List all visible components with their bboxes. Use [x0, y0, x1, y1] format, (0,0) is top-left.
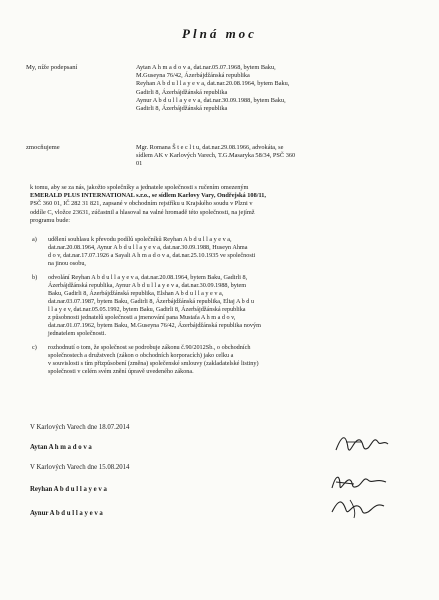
intro-line: PSČ 360 01, IČ 282 31 821, zapsané v obchodním rejstříku u Krajského soudu v Plzni v — [30, 200, 253, 208]
item-line: rozhodnutí o tom, že společnost se podrobuje zákonu č.90/2012Sb., o obchodních — [48, 344, 251, 351]
principals-block — [136, 64, 416, 113]
intro-line: EMERALD PLUS INTERNATIONAL s.r.o., se sídlem Karlovy Vary, Ondřejská 108/11, — [30, 192, 266, 200]
intro-line: programu bude: — [30, 216, 71, 224]
signer-3-name: Aynur A b d u l l a y e v a — [30, 510, 103, 517]
attorney-label: zmocňujeme — [26, 144, 60, 151]
item-marker: b) — [32, 274, 38, 281]
principal-line: Reyhan A b d u l l a y e v a, dat.nar.20.08.1964, bytem Baku, — [136, 80, 290, 88]
item-line: Ázerbájdžánská republika, Aynur A b d u l l a y e v a, dat.nar.30.09.1988, bytem — [48, 282, 247, 289]
item-line: dat.nar.01.07.1962, bytem Baku, M.Guseyna 76/42, Ázerbájdžánská republika novým — [48, 322, 261, 329]
principal-line: M.Guseyna 76/42, Ázerbájdžánská republika — [136, 72, 250, 80]
item-line: Baku, Gadirli 8, Ázerbájdžánská republika, Elshan A b d u l l a y e v a, — [48, 290, 224, 297]
principal-line: Aytan A h m a d o v a, dat.nar.05.07.1968, bytem Baku, — [136, 64, 276, 71]
signer-2-name: Reyhan A b d u l l a y e v a — [30, 486, 107, 493]
item-line: z působnosti jednatelů společnosti a jmenování pana Mustafa A h m a d o v, — [48, 314, 236, 321]
principals-label: My, níže podepsaní — [26, 64, 78, 71]
item-marker: a) — [32, 236, 37, 243]
item-line: udělení souhlasu k převodu podílů společníků Reyhan A b d u l l a y e v a, — [48, 236, 232, 243]
signature-2 — [328, 472, 390, 494]
intro-paragraph — [30, 184, 420, 225]
item-line: d o v, dat.nar.17.07.1926 a Sayali A h m a d o v a, dat.nar.25.10.1935 ve společnosti — [48, 252, 256, 259]
attorney-block — [136, 144, 416, 169]
item-line: odvolání Reyhan A b d u l l a y e v a, dat.nar.20.08.1964, bytem Baku, Gadirli 8, — [48, 274, 248, 281]
item-marker: c) — [32, 344, 37, 351]
item-line: společnostech a družstvech (zákon o obchodních korporacích) jako celku a — [48, 352, 234, 359]
item-line: společnosti v celém svém znění úpravě uvedeného zákona. — [48, 368, 194, 375]
signature-1 — [332, 430, 392, 458]
agenda-item-b — [32, 274, 420, 338]
principal-line: Gadirli 8, Ázerbájdžánská republika — [136, 105, 228, 113]
agenda-item-c — [32, 344, 420, 376]
item-line: jednatelem společnosti. — [48, 330, 107, 337]
item-line: dat.nar.20.08.1964, Aynur A b d u l l a y e v a, dat.nar.30.09.1988, Huseyn Ahma — [48, 244, 248, 251]
signature-3 — [328, 494, 390, 520]
item-line: v souvislosti s tím přizpůsobení (změna) společenské smlouvy (zakladatelské listiny) — [48, 360, 259, 367]
attorney-line: Mgr. Romana Š t e c l t u, dat.nar.29.08.1966, advokáta, se — [136, 144, 284, 151]
place-date-2: V Karlových Varech dne 15.08.2014 — [30, 464, 130, 471]
signer-1-name: Aytan A h m a d o v a — [30, 444, 92, 451]
intro-line: k tomu, aby se za nás, jakožto společníky a jednatele společnosti s ručením omezeným — [30, 184, 249, 191]
principal-line: Gadirli 8, Ázerbájdžánská republika — [136, 88, 228, 96]
item-line: dat.nar.03.07.1987, bytem Baku, Gadirli 8, Ázerbájdžánská republika, Eltaj A b d u — [48, 298, 255, 305]
item-line: l l a y e v, dat.nar.05.05.1992, bytem Baku, Gadirli 8, Ázerbájdžánská republika — [48, 306, 246, 313]
agenda-item-a — [32, 236, 420, 268]
attorney-line: sídlem AK v Karlových Varech, T.G.Masaryka 58/34, PSČ 360 — [136, 152, 296, 160]
document-title: Plná moc — [182, 26, 257, 41]
item-line: na jinou osobu, — [48, 260, 86, 267]
attorney-line: 01 — [136, 160, 143, 168]
principal-line: Aynur A b d u l l a y e v a, dat.nar.30.09.1988, bytem Baku, — [136, 96, 286, 104]
intro-line: oddíle C, vložce 23631, zúčastnil a hlasoval na valné hromadě této společnosti, na jejímž — [30, 208, 255, 216]
place-date-1: V Karlových Varech dne 18.07.2014 — [30, 424, 130, 431]
